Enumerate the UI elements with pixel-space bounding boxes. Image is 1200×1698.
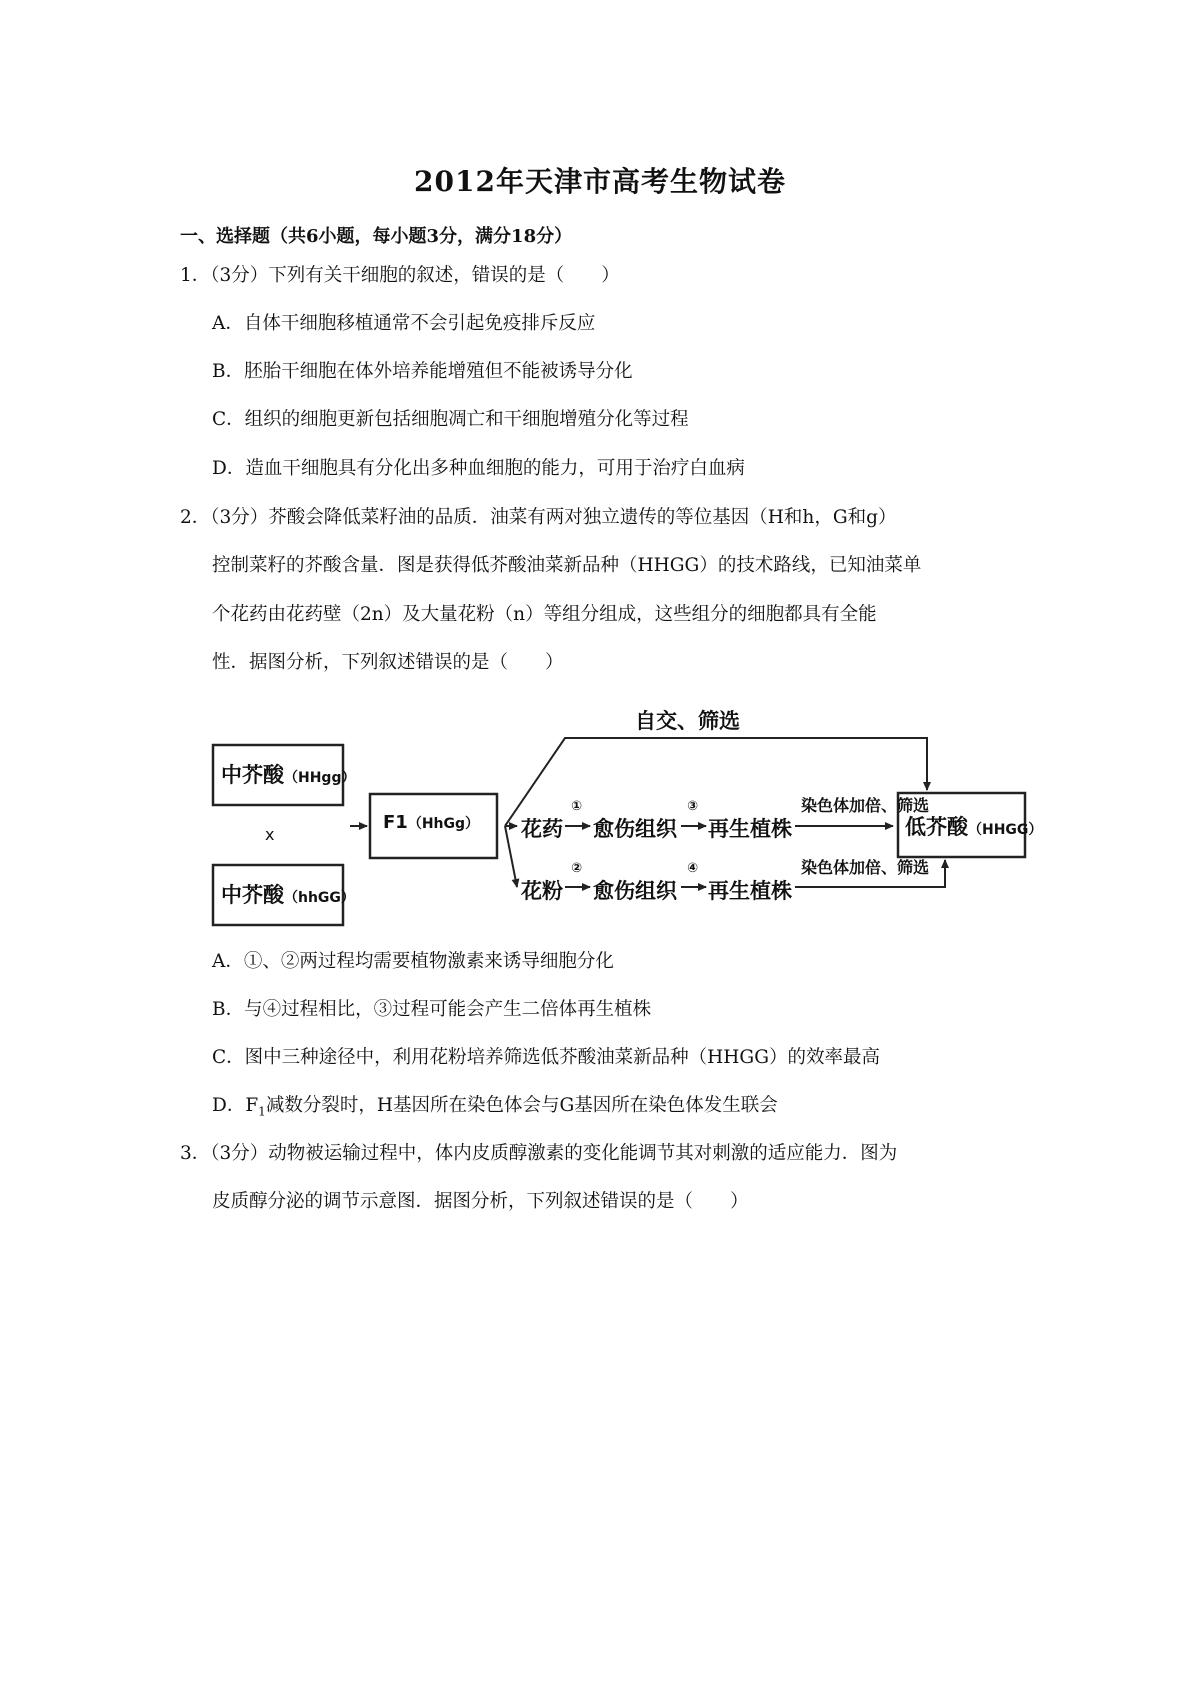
q1-option-a: A．自体干细胞移植通常不会引起免疫排斥反应 (212, 313, 596, 334)
q1-stem: 1．（3分）下列有关干细胞的叙述，错误的是（ ） (180, 265, 620, 286)
step2-marker: ② (571, 861, 583, 876)
doubling-label-1: 染色体加倍、筛选 (801, 796, 930, 815)
q2-option-c: C．图中三种途径中，利用花粉培养筛选低芥酸油菜新品种（HHGG）的效率最高 (212, 1047, 880, 1068)
parent1-label: 中芥酸（HHgg） (221, 763, 356, 787)
f1-label: F1（HhGg） (383, 812, 480, 833)
q1-option-c: C．组织的细胞更新包括细胞凋亡和干细胞增殖分化等过程 (212, 409, 689, 430)
q2-stem-line2: 控制菜籽的芥酸含量．图是获得低芥酸油菜新品种（HHGG）的技术路线，已知油菜单 (212, 555, 922, 576)
parent2-label: 中芥酸（hhGG） (221, 883, 355, 907)
section-title: 一、选择题（共6小题，每小题3分，满分18分） (180, 226, 573, 247)
q1-option-d: D．造血干细胞具有分化出多种血细胞的能力，可用于治疗白血病 (212, 458, 745, 479)
q2-stem-line4: 性．据图分析，下列叙述错误的是（ ） (212, 652, 564, 673)
anther-label: 花药 (521, 817, 563, 841)
doubling-label-2: 染色体加倍、筛选 (801, 858, 930, 877)
result-label: 低芥酸（HHGG） (905, 815, 1043, 839)
callus-label-2: 愈伤组织 (593, 879, 677, 903)
callus-label-1: 愈伤组织 (593, 817, 677, 841)
q2-option-d: D．$F_1$减数分裂时，H基因所在染色体会与G基因所在染色体发生联会 (212, 1095, 778, 1119)
step1-marker: ① (571, 799, 583, 814)
regen-label-1: 再生植株 (708, 817, 792, 841)
exam-title: 2012年天津市高考生物试卷 (414, 165, 786, 198)
q2-option-a: A．①、②两过程均需要植物激素来诱导细胞分化 (212, 951, 614, 972)
regen-label-2: 再生植株 (708, 879, 792, 903)
pollen-label: 花粉 (521, 879, 563, 903)
q2-stem-line3: 个花药由花药壁（2n）及大量花粉（n）等组分组成，这些组分的细胞都具有全能 (212, 604, 877, 625)
step4-marker: ④ (687, 861, 699, 876)
breeding-route-diagram (205, 695, 1043, 935)
q2-stem-line1: 2．（3分）芥酸会降低菜籽油的品质．油菜有两对独立遗传的等位基因（H和h，G和g） (180, 507, 897, 528)
q3-stem-line2: 皮质醇分泌的调节示意图．据图分析，下列叙述错误的是（ ） (212, 1191, 749, 1212)
q1-option-b: B．胚胎干细胞在体外培养能增殖但不能被诱导分化 (212, 361, 633, 382)
step3-marker: ③ (687, 799, 699, 814)
q3-stem-line1: 3．（3分）动物被运输过程中，体内皮质醇激素的变化能调节其对刺激的适应能力．图为 (180, 1143, 898, 1164)
selfing-label: 自交、筛选 (635, 709, 740, 733)
cross-symbol: x (265, 825, 275, 844)
q2-option-b: B．与④过程相比，③过程可能会产生二倍体再生植株 (212, 999, 652, 1020)
